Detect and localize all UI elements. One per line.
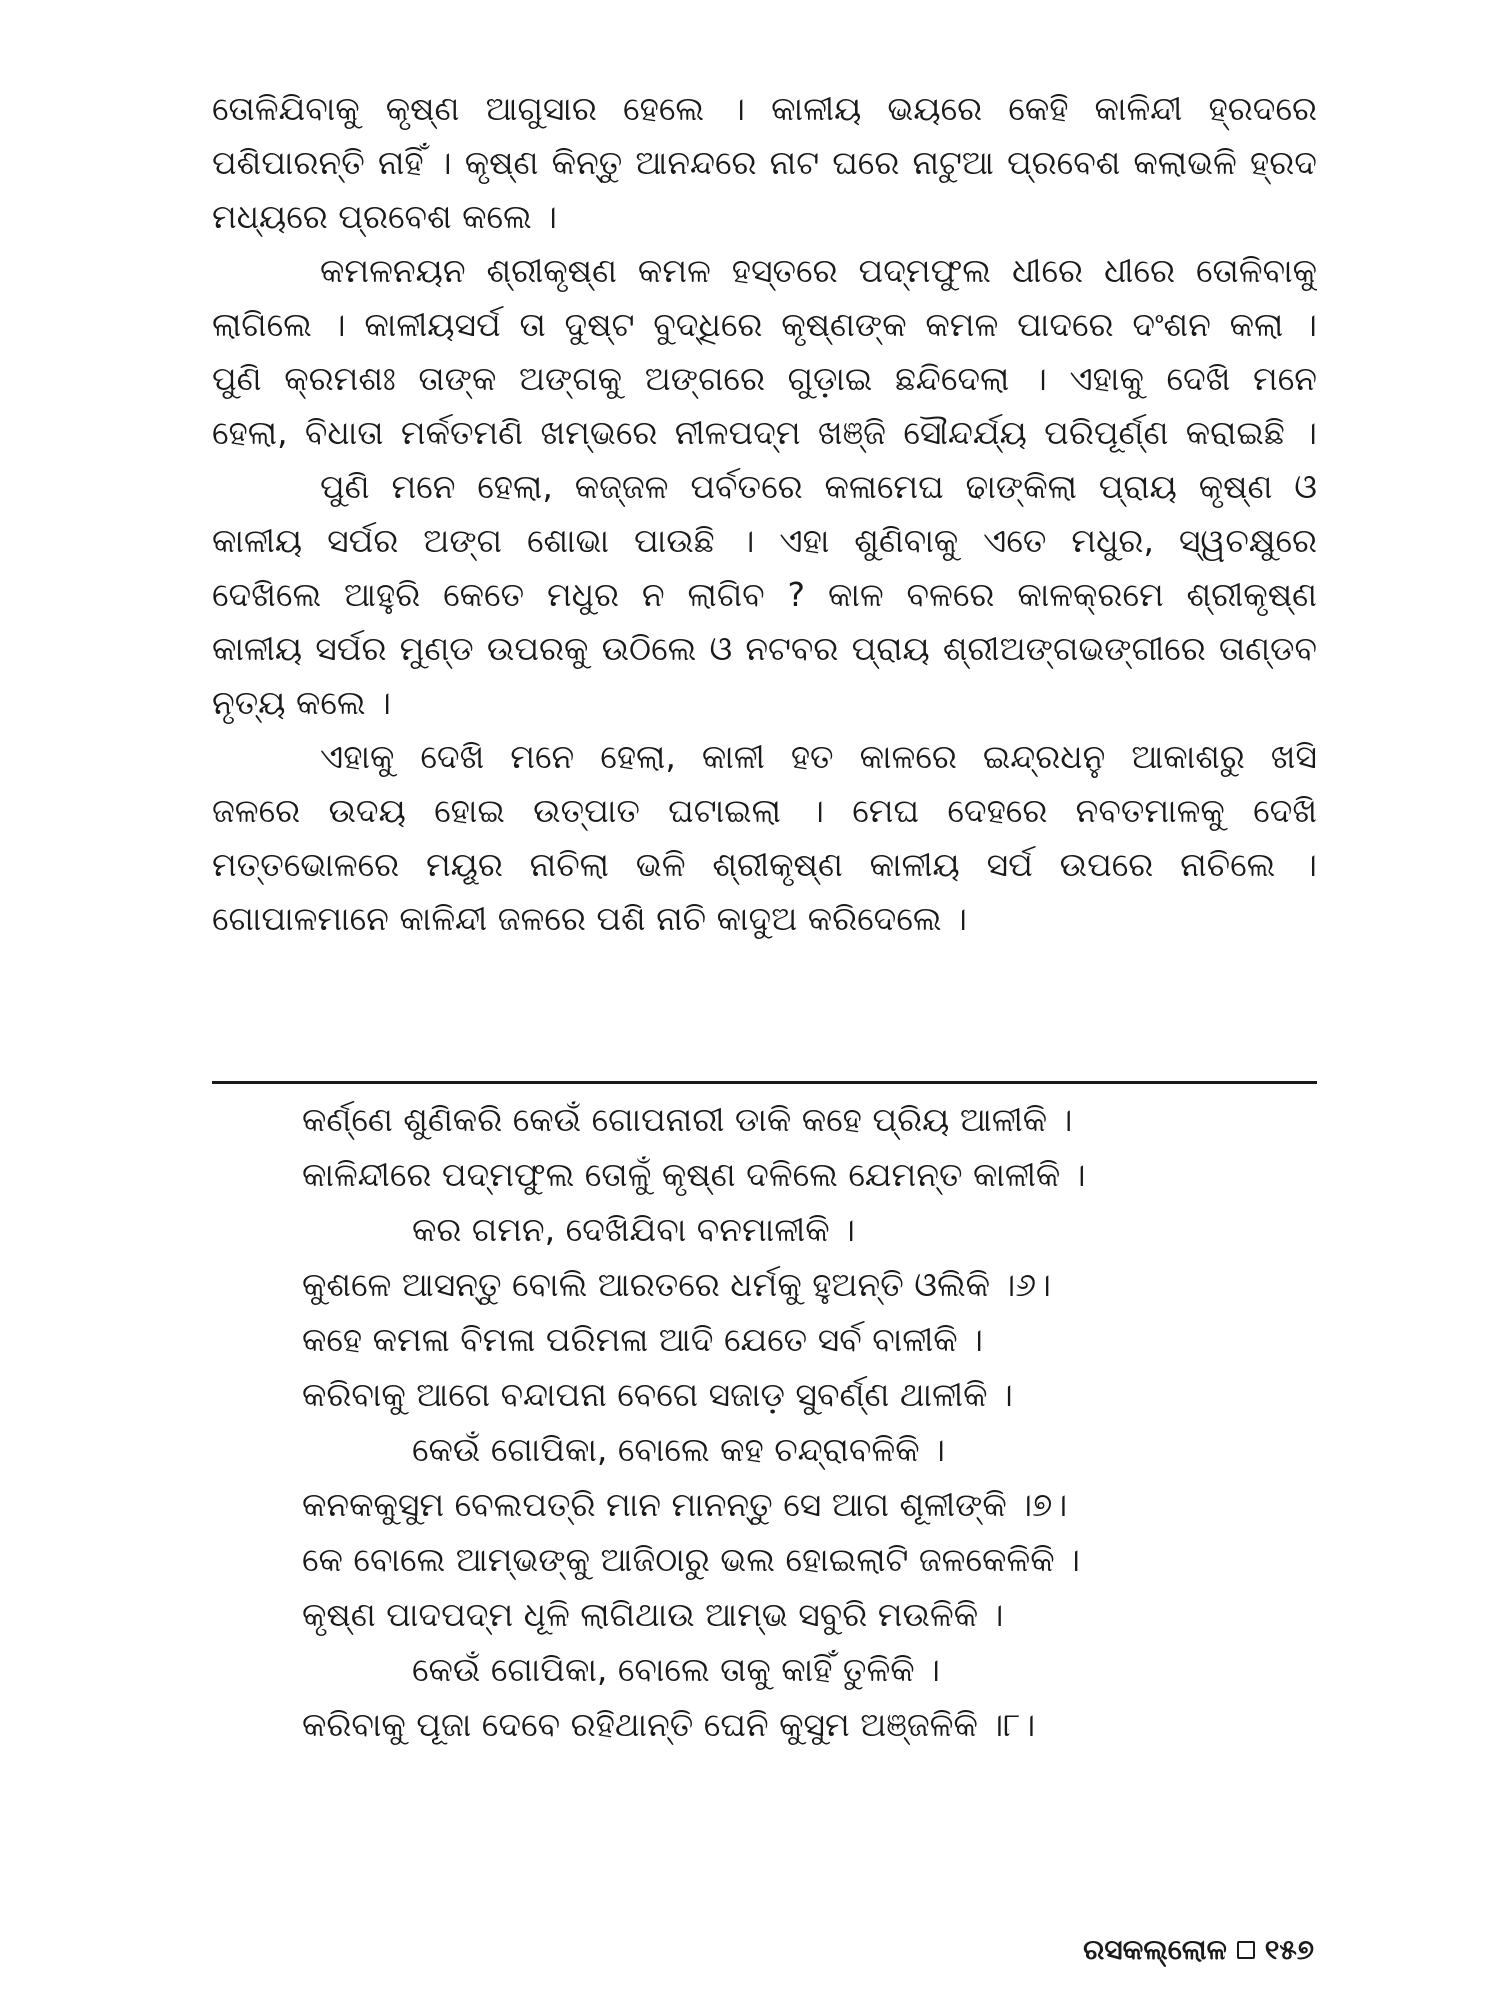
verse-line: କର୍ଣ୍ଣେ ଶୁଣିକରି କେଉଁ ଗୋପନାରୀ ଡାକି କହେ ପ୍ରିୟ ଆଳୀକି । [302, 1100, 1073, 1139]
prose-line: ଜଳରେ ଉଦୟ ହୋଇ ଉତ୍ପାତ ଘଟାଇଲା । ମେଘ ଦେହରେ ନବତମାଳକୁ ଦେଖି [212, 791, 1317, 830]
prose-line: ଦେଖିଲେ ଆହୁରି କେତେ ମଧୁର ନ ଲାଗିବ ? କାଳ ବଳରେ କାଳକ୍ରମେ ଶ୍ରୀକୃଷ୍ଣ [212, 575, 1317, 614]
verse-line: କର ଗମନ, ଦେଖିଯିବା ବନମାଳୀକି । [412, 1210, 855, 1249]
verse-line: କେ ବୋଲେ ଆମ୍ଭଙ୍କୁ ଆଜିଠାରୁ ଭଲ ହୋଇଲାଟି ଜଳକେଳିକି । [302, 1540, 1080, 1579]
prose-line: ମଧ୍ୟରେ ପ୍ରବେଶ କଲେ । [212, 197, 558, 236]
verse-line: କରିବାକୁ ପୂଜା ଦେବେ ରହିଥାନ୍ତି ଘେନି କୁସୁମ ଅଞ୍ଜଳିକି ।୮। [302, 1705, 1036, 1744]
book-title: ରସକଲ୍ଲୋଳ [1083, 1933, 1227, 1966]
page-number: ୧୫୭ [1264, 1933, 1314, 1966]
prose-line: କାଳୀୟ ସର୍ପର ଅଙ୍ଗ ଶୋଭା ପାଉଛି । ଏହା ଶୁଣିବାକୁ ଏତେ ମଧୁର, ସ୍ୱଚକ୍ଷୁରେ [212, 521, 1317, 560]
prose-line: ତୋଳିଯିବାକୁ କୃଷ୍ଣ ଆଗୁସାର ହେଲେ । କାଳୀୟ ଭୟରେ କେହି କାଳିନ୍ଦୀ ହ୍ରଦରେ [212, 89, 1317, 128]
prose-line: ଲାଗିଲେ । କାଳୀୟସର୍ପ ତା ଦୁଷ୍ଟ ବୁଦ୍ଧିରେ କୃଷ୍ଣଙ୍କ କମଳ ପାଦରେ ଦଂଶନ କଲା । [212, 305, 1317, 344]
prose-line: କମଳନୟନ ଶ୍ରୀକୃଷ୍ଣ କମଳ ହସ୍ତରେ ପଦ୍ମଫୁଲ ଧୀରେ ଧୀରେ ତୋଳିବାକୁ [320, 251, 1317, 290]
verse-line: କେଉଁ ଗୋପିକା, ବୋଲେ କହ ଚନ୍ଦ୍ରାବଳିକି । [412, 1430, 945, 1469]
prose-line: ମତ୍ତଭୋଳରେ ମୟୂର ନାଚିଲା ଭଳି ଶ୍ରୀକୃଷ୍ଣ କାଳୀୟ ସର୍ପ ଉପରେ ନାଚିଲେ । [212, 845, 1317, 884]
verse-line: କୃଷ୍ଣ ପାଦପଦ୍ମ ଧୂଳି ଲାଗିଥାଉ ଆମ୍ଭ ସବୁରି ମଉଳିକି । [302, 1595, 1004, 1634]
prose-line: ନୃତ୍ୟ କଲେ । [212, 683, 391, 722]
square-bullet-icon [1237, 1941, 1255, 1959]
prose-line: କାଳୀୟ ସର୍ପର ମୁଣ୍ଡ ଉପରକୁ ଉଠିଲେ ଓ ନଟବର ପ୍ରାୟ ଶ୍ରୀଅଙ୍ଗଭଙ୍ଗୀରେ ତାଣ୍ଡବ [212, 629, 1317, 668]
prose-line: ହେଲା, ବିଧାତା ମର୍କତମଣି ଖମ୍ଭରେ ନୀଳପଦ୍ମ ଖଞ୍ଜି ସୌନ୍ଦର୍ଯ୍ୟ ପରିପୂର୍ଣ୍ଣ କରାଇଛି । [212, 413, 1317, 452]
verse-line: କହେ କମଳା ବିମଳା ପରିମଳା ଆଦି ଯେତେ ସର୍ବ ବାଳୀକି । [302, 1320, 983, 1359]
page-footer [1083, 1933, 1314, 1967]
verse-line: କୁଶଳେ ଆସନ୍ତୁ ବୋଲି ଆରତରେ ଧର୍ମକୁ ହୁଅନ୍ତି ଓଲିକି ।୬। [302, 1265, 1051, 1304]
prose-line: ପୁଣି ମନେ ହେଲା, କଜ୍ଜଳ ପର୍ବତରେ କଳାମେଘ ଢାଙ୍କିଲା ପ୍ରାୟ କୃଷ୍ଣ ଓ [320, 467, 1317, 506]
verse-section [302, 1092, 1282, 1752]
prose-line: ଗୋପାଳମାନେ କାଳିନ୍ଦୀ ଜଳରେ ପଶି ନାଚି କାଦୁଅ କରିଦେଲେ । [212, 899, 967, 938]
prose-line: ଏହାକୁ ଦେଖି ମନେ ହେଲା, କାଳୀ ହତ କାଳରେ ଇନ୍ଦ୍ରଧନୁ ଆକାଶରୁ ଖସି [320, 737, 1317, 776]
verse-line: କନକକୁସୁମ ବେଲପତ୍ରି ମାନ ମାନନ୍ତୁ ସେ ଆଗ ଶୂଳୀଙ୍କି ।୭। [302, 1485, 1068, 1524]
section-divider [212, 1081, 1317, 1084]
verse-line: କେଉଁ ଗୋପିକା, ବୋଲେ ତାକୁ କାହିଁ ତୁଳିକି । [412, 1650, 941, 1689]
verse-line: କାଳିନ୍ଦୀରେ ପଦ୍ମଫୁଲ ତୋଳୁଁ କୃଷ୍ଣ ଦଳିଲେ ଯେମନ୍ତ କାଳୀକି । [302, 1155, 1086, 1194]
prose-section [212, 82, 1317, 946]
prose-line: ପୁଣି କ୍ରମଶଃ ତାଙ୍କ ଅଙ୍ଗକୁ ଅଙ୍ଗରେ ଗୁଡ଼ାଇ ଛନ୍ଦିଦେଲା । ଏହାକୁ ଦେଖି ମନେ [212, 359, 1317, 398]
verse-line: କରିବାକୁ ଆଗେ ବନ୍ଦାପନା ବେଗେ ସଜାଡ଼ ସୁବର୍ଣ୍ଣ ଥାଳୀକି । [302, 1375, 1013, 1414]
prose-line: ପଶିପାରନ୍ତି ନାହିଁ । କୃଷ୍ଣ କିନ୍ତୁ ଆନନ୍ଦରେ ନାଟ ଘରେ ନାଟୁଆ ପ୍ରବେଶ କଲାଭଳି ହ୍ରଦ [212, 143, 1317, 182]
